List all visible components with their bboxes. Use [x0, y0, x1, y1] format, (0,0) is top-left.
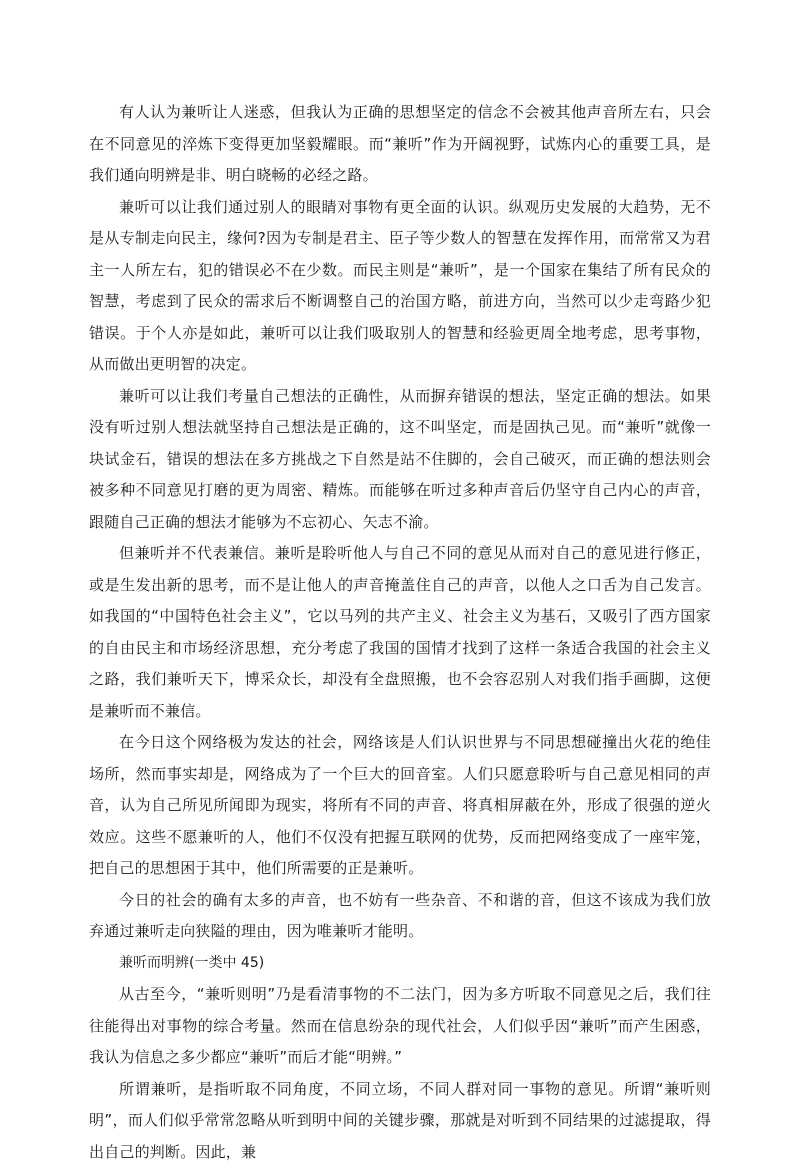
document-body [89, 97, 711, 1168]
paragraph: 所谓兼听，是指听取不同角度，不同立场，不同人群对同一事物的意见。所谓“兼听则明”，而人们似乎常常忽略从听到明中间的关键步骤，那就是对听到不同结果的过滤提取，得出自己的判断。因此，兼 [89, 1074, 711, 1168]
paragraph: 今日的社会的确有太多的声音，也不妨有一些杂音、不和谐的音，但这不该成为我们放弃通过兼听走向狭隘的理由，因为唯兼听才能明。 [89, 885, 711, 948]
paragraph: 兼听可以让我们考量自己想法的正确性，从而摒弃错误的想法，坚定正确的想法。如果没有听过别人想法就坚持自己想法是正确的，这不叫坚定，而是固执己见。而“兼听”就像一块试金石，错误的想法在多方挑战之下自然是站不住脚的，会自己破灭，而正确的想法则会被多种不同意见打磨的更为周密、精炼。而能够在听过多种声音后仍坚守自己内心的声音，跟随自己正确的想法才能够为不忘初心、矢志不渝。 [89, 381, 711, 539]
paragraph: 在今日这个网络极为发达的社会，网络该是人们认识世界与不同思想碰撞出火花的绝佳场所，然而事实却是，网络成为了一个巨大的回音室。人们只愿意聆听与自己意见相同的声音，认为自己所见所闻即为现实，将所有不同的声音、将真相屏蔽在外，形成了很强的逆火效应。这些不愿兼听的人，他们不仅没有把握互联网的优势，反而把网络变成了一座牢笼，把自己的思想困于其中，他们所需要的正是兼听。 [89, 727, 711, 885]
paragraph: 从古至今，“兼听则明”乃是看清事物的不二法门，因为多方听取不同意见之后，我们往往能得出对事物的综合考量。然而在信息纷杂的现代社会，人们似乎因“兼听”而产生困惑，我认为信息之多少都应“兼听”而后才能“明辨。” [89, 979, 711, 1074]
paragraph: 有人认为兼听让人迷惑，但我认为正确的思想坚定的信念不会被其他声音所左右，只会在不同意见的淬炼下变得更加坚毅耀眼。而“兼听”作为开阔视野，试炼内心的重要工具，是我们通向明辨是非、明白晓畅的必经之路。 [89, 97, 711, 192]
essay-subtitle: 兼听而明辨(一类中 45) [89, 948, 711, 980]
paragraph: 兼听可以让我们通过别人的眼睛对事物有更全面的认识。纵观历史发展的大趋势，无不是从专制走向民主，缘何?因为专制是君主、臣子等少数人的智慧在发挥作用，而常常又为君主一人所左右，犯的错误必不在少数。而民主则是“兼听”，是一个国家在集结了所有民众的智慧，考虑到了民众的需求后不断调整自己的治国方略，前进方向，当然可以少走弯路少犯错误。于个人亦是如此，兼听可以让我们吸取别人的智慧和经验更周全地考虑，思考事物，从而做出更明智的决定。 [89, 192, 711, 381]
paragraph: 但兼听并不代表兼信。兼听是聆听他人与自己不同的意见从而对自己的意见进行修正，或是生发出新的思考，而不是让他人的声音掩盖住自己的声音，以他人之口舌为自己发言。如我国的“中国特色社会主义”，它以马列的共产主义、社会主义为基石，又吸引了西方国家的自由民主和市场经济思想，充分考虑了我国的国情才找到了这样一条适合我国的社会主义之路，我们兼听天下，博采众长，却没有全盘照搬，也不会容忍别人对我们指手画脚，这便是兼听而不兼信。 [89, 538, 711, 727]
